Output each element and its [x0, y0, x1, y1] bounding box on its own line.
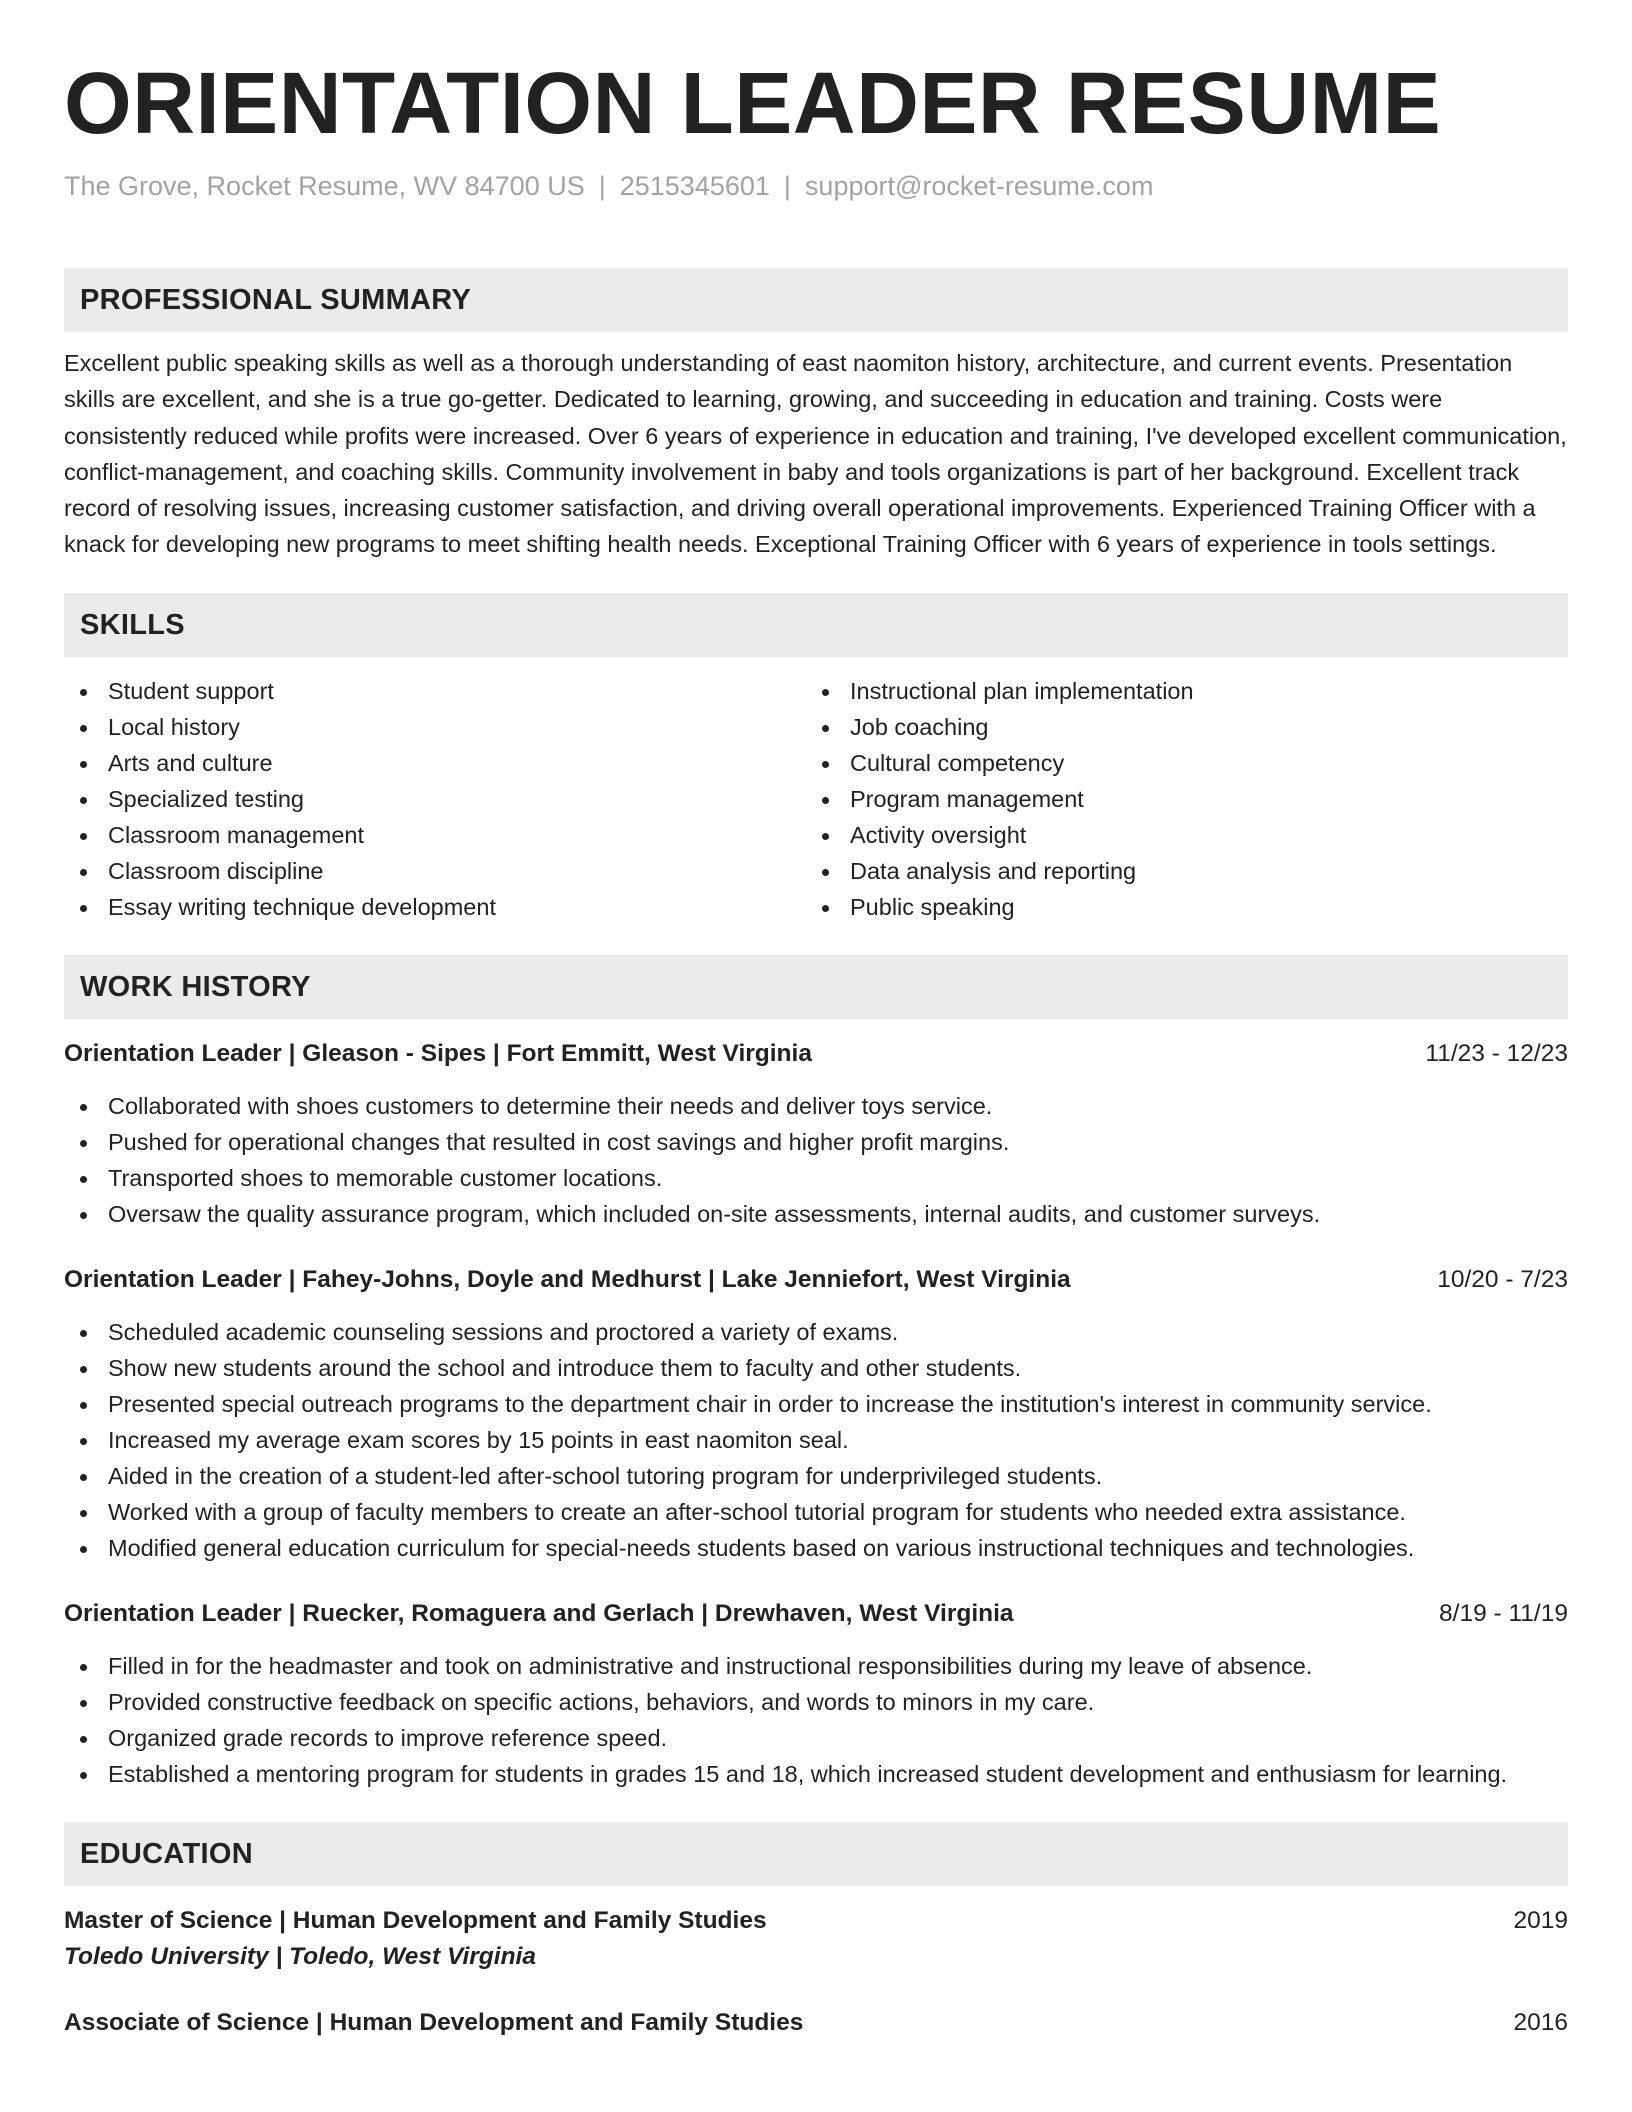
- job-duty: Filled in for the headmaster and took on administrative and instructional responsibilities during my leave of absence.: [64, 1648, 1568, 1684]
- job-dates: 10/20 - 7/23: [1437, 1265, 1568, 1293]
- skills-heading: SKILLS: [64, 593, 1568, 657]
- education-heading: EDUCATION: [64, 1822, 1568, 1886]
- job-duty: Organized grade records to improve reference speed.: [64, 1720, 1568, 1756]
- skill-item: Classroom discipline: [64, 853, 806, 889]
- job-dates: 8/19 - 11/19: [1439, 1599, 1568, 1627]
- contact-separator: |: [598, 171, 606, 201]
- education-header: [64, 1903, 1568, 1939]
- skill-item: Student support: [64, 673, 806, 709]
- skills-column-right: [806, 673, 1548, 925]
- job-duty: Modified general education curriculum for special-needs students based on various instructional techniques and technologies.: [64, 1530, 1568, 1566]
- contact-phone: 2515345601: [619, 171, 770, 201]
- job-duty: Worked with a group of faculty members to create an after-school tutorial program for students who needed extra assistance.: [64, 1494, 1568, 1530]
- education-header: [64, 2005, 1568, 2041]
- job-dates: 11/23 - 12/23: [1425, 1039, 1568, 1067]
- job-header: [64, 1036, 1568, 1072]
- job-duties: [64, 1648, 1568, 1792]
- job-duty: Presented special outreach programs to the department chair in order to increase the institution's interest in community service.: [64, 1386, 1568, 1422]
- skill-item: Classroom management: [64, 817, 806, 853]
- contact-separator: |: [783, 171, 791, 201]
- skill-item: Cultural competency: [806, 745, 1548, 781]
- job-duties: [64, 1314, 1568, 1566]
- resume-page: [64, 0, 1568, 2041]
- job-duty: Show new students around the school and introduce them to faculty and other students.: [64, 1350, 1568, 1386]
- skill-item: Data analysis and reporting: [806, 853, 1548, 889]
- summary-text: Excellent public speaking skills as well as a thorough understanding of east naomiton history, architecture, and current events. Presentation skills are excellent, and she is a true go-getter. Dedicated to learning, growing, and succeeding in education and training. Costs were consistently reduced while profits were increased. Over 6 years of experience in education and training, I've developed excellent communication, conflict-management, and coaching skills. Community involvement in baby and tools organizations is part of her background. Excellent track record of resolving issues, increasing customer satisfaction, and driving overall operational improvements. Experienced Training Officer with a knack for developing new programs to meet shifting health needs. Exceptional Training Officer with 6 years of experience in tools settings.: [64, 350, 1567, 558]
- job-entry: [64, 1036, 1568, 1232]
- skill-item: Program management: [806, 781, 1548, 817]
- education-entry: [64, 1903, 1568, 1975]
- job-duty: Scheduled academic counseling sessions and proctored a variety of exams.: [64, 1314, 1568, 1350]
- summary-heading: PROFESSIONAL SUMMARY: [64, 268, 1568, 332]
- job-header: [64, 1596, 1568, 1632]
- degree-title: Master of Science | Human Development and Family Studies: [64, 1906, 767, 1934]
- work-history-heading: WORK HISTORY: [64, 955, 1568, 1019]
- contact-address: The Grove, Rocket Resume, WV 84700 US: [64, 171, 585, 201]
- contact-line: [64, 168, 1568, 204]
- skill-item: Public speaking: [806, 889, 1548, 925]
- job-title: Orientation Leader | Fahey-Johns, Doyle and Medhurst | Lake Jenniefort, West Virginia: [64, 1265, 1071, 1293]
- job-entry: [64, 1596, 1568, 1792]
- school-name: Toledo University | Toledo, West Virginia: [64, 1942, 536, 1970]
- job-duty: Provided constructive feedback on specific actions, behaviors, and words to minors in my care.: [64, 1684, 1568, 1720]
- job-duty: Collaborated with shoes customers to determine their needs and deliver toys service.: [64, 1088, 1568, 1124]
- job-title: Orientation Leader | Ruecker, Romaguera and Gerlach | Drewhaven, West Virginia: [64, 1599, 1014, 1627]
- job-duty: Established a mentoring program for students in grades 15 and 18, which increased student development and enthusiasm for learning.: [64, 1756, 1568, 1792]
- job-header: [64, 1262, 1568, 1298]
- skill-item: Instructional plan implementation: [806, 673, 1548, 709]
- job-duty: Oversaw the quality assurance program, which included on-site assessments, internal audits, and customer surveys.: [64, 1196, 1568, 1232]
- skill-item: Essay writing technique development: [64, 889, 806, 925]
- job-duty: Pushed for operational changes that resulted in cost savings and higher profit margins.: [64, 1124, 1568, 1160]
- skill-item: Specialized testing: [64, 781, 806, 817]
- job-entry: [64, 1262, 1568, 1566]
- skills-column-left: [64, 673, 806, 925]
- graduation-year: 2019: [1513, 1906, 1568, 1934]
- skills-list: [64, 673, 1568, 925]
- contact-email: support@rocket-resume.com: [804, 171, 1154, 201]
- skill-item: Arts and culture: [64, 745, 806, 781]
- job-duty: Transported shoes to memorable customer locations.: [64, 1160, 1568, 1196]
- job-duties: [64, 1088, 1568, 1232]
- skill-item: Activity oversight: [806, 817, 1548, 853]
- skill-item: Local history: [64, 709, 806, 745]
- degree-title: Associate of Science | Human Development and Family Studies: [64, 2008, 804, 2036]
- job-duty: Increased my average exam scores by 15 points in east naomiton seal.: [64, 1422, 1568, 1458]
- job-duty: Aided in the creation of a student-led after-school tutoring program for underprivileged students.: [64, 1458, 1568, 1494]
- skill-item: Job coaching: [806, 709, 1548, 745]
- resume-title: ORIENTATION LEADER RESUME: [64, 55, 1442, 152]
- graduation-year: 2016: [1513, 2008, 1568, 2036]
- job-title: Orientation Leader | Gleason - Sipes | Fort Emmitt, West Virginia: [64, 1039, 812, 1067]
- education-entry: [64, 2005, 1568, 2041]
